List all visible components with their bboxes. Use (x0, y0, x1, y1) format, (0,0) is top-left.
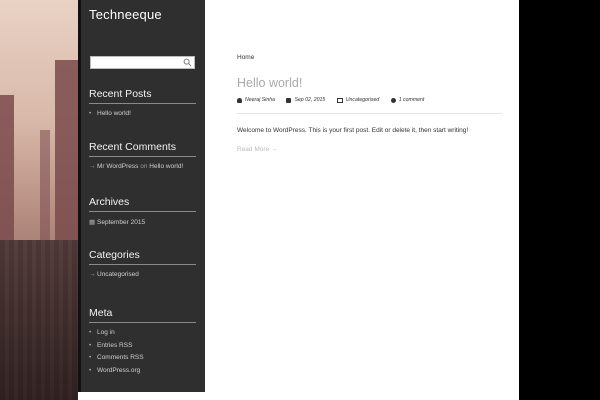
list-item[interactable] (89, 218, 196, 226)
archive-link[interactable]: September 2015 (97, 219, 146, 226)
widget-recent-posts (89, 88, 196, 123)
archive-icon: ▦ (89, 219, 96, 226)
site-title[interactable]: Techneeque (89, 7, 162, 22)
read-more-link[interactable]: Read More → (237, 146, 278, 153)
comment-icon (391, 98, 396, 103)
building-right (55, 60, 78, 245)
building-mid (40, 130, 50, 240)
calendar-icon (286, 98, 291, 103)
widget-recent-comments (89, 141, 196, 176)
widget-title: Recent Posts (89, 88, 196, 104)
building-left (0, 95, 14, 245)
list-item[interactable] (89, 342, 196, 349)
search-input[interactable] (90, 56, 195, 69)
breadcrumb[interactable]: Home (237, 54, 255, 61)
comment-author-link[interactable]: Mr WordPress (97, 163, 139, 170)
post-body: Welcome to WordPress. This is your first post. Edit or delete it, then start writing! (237, 127, 469, 134)
sidebar (81, 0, 205, 392)
list-item[interactable] (89, 329, 196, 336)
bullet-icon: • (89, 341, 92, 349)
comment-on-label: on (140, 163, 148, 170)
meta-link-entries-rss[interactable]: Entries RSS (97, 341, 133, 349)
list-item[interactable] (89, 110, 196, 117)
folder-icon (337, 98, 343, 103)
post-date (286, 97, 330, 103)
post-title[interactable]: Hello world! (237, 76, 303, 90)
post-category[interactable] (337, 97, 384, 103)
widget-title: Categories (89, 249, 196, 265)
background-street-photo (0, 0, 78, 400)
bullet-icon: • (89, 110, 92, 117)
list-item (89, 163, 196, 170)
widget-archives (89, 196, 196, 232)
recent-post-link[interactable]: Hello world! (97, 110, 131, 117)
post-meta (237, 97, 502, 114)
widget-categories (89, 249, 196, 284)
meta-link-login[interactable]: Log in (97, 329, 115, 336)
meta-link-comments-rss[interactable]: Comments RSS (97, 354, 144, 361)
post-comments-link[interactable]: 1 comment (398, 97, 425, 103)
main-content (205, 0, 519, 400)
cobblestone-road (0, 240, 78, 400)
comment-post-link[interactable]: Hello world! (149, 163, 184, 170)
arrow-icon: → (89, 271, 96, 278)
bullet-icon: • (89, 366, 92, 374)
widget-title: Archives (89, 196, 196, 212)
post-date-text: Sep 02, 2015 (294, 97, 326, 103)
post-category-link[interactable]: Uncategorised (345, 97, 380, 103)
widget-title: Meta (89, 307, 196, 323)
post-author-name[interactable]: Neeraj Sinha (245, 97, 275, 103)
list-item[interactable] (89, 271, 196, 278)
widget-meta (89, 307, 196, 379)
post-author[interactable] (237, 97, 280, 103)
arrow-icon: → (89, 163, 96, 170)
bullet-icon: • (89, 329, 92, 336)
list-item[interactable] (89, 367, 196, 374)
widget-title: Recent Comments (89, 141, 196, 157)
post-comments[interactable] (391, 97, 430, 103)
category-link[interactable]: Uncategorised (97, 271, 139, 278)
user-icon (237, 98, 242, 103)
meta-link-wordpress-org[interactable]: WordPress.org (97, 366, 141, 374)
sidebar-footer-strip (78, 392, 205, 400)
list-item[interactable] (89, 354, 196, 361)
search-icon[interactable] (183, 58, 192, 67)
bullet-icon: • (89, 354, 92, 361)
